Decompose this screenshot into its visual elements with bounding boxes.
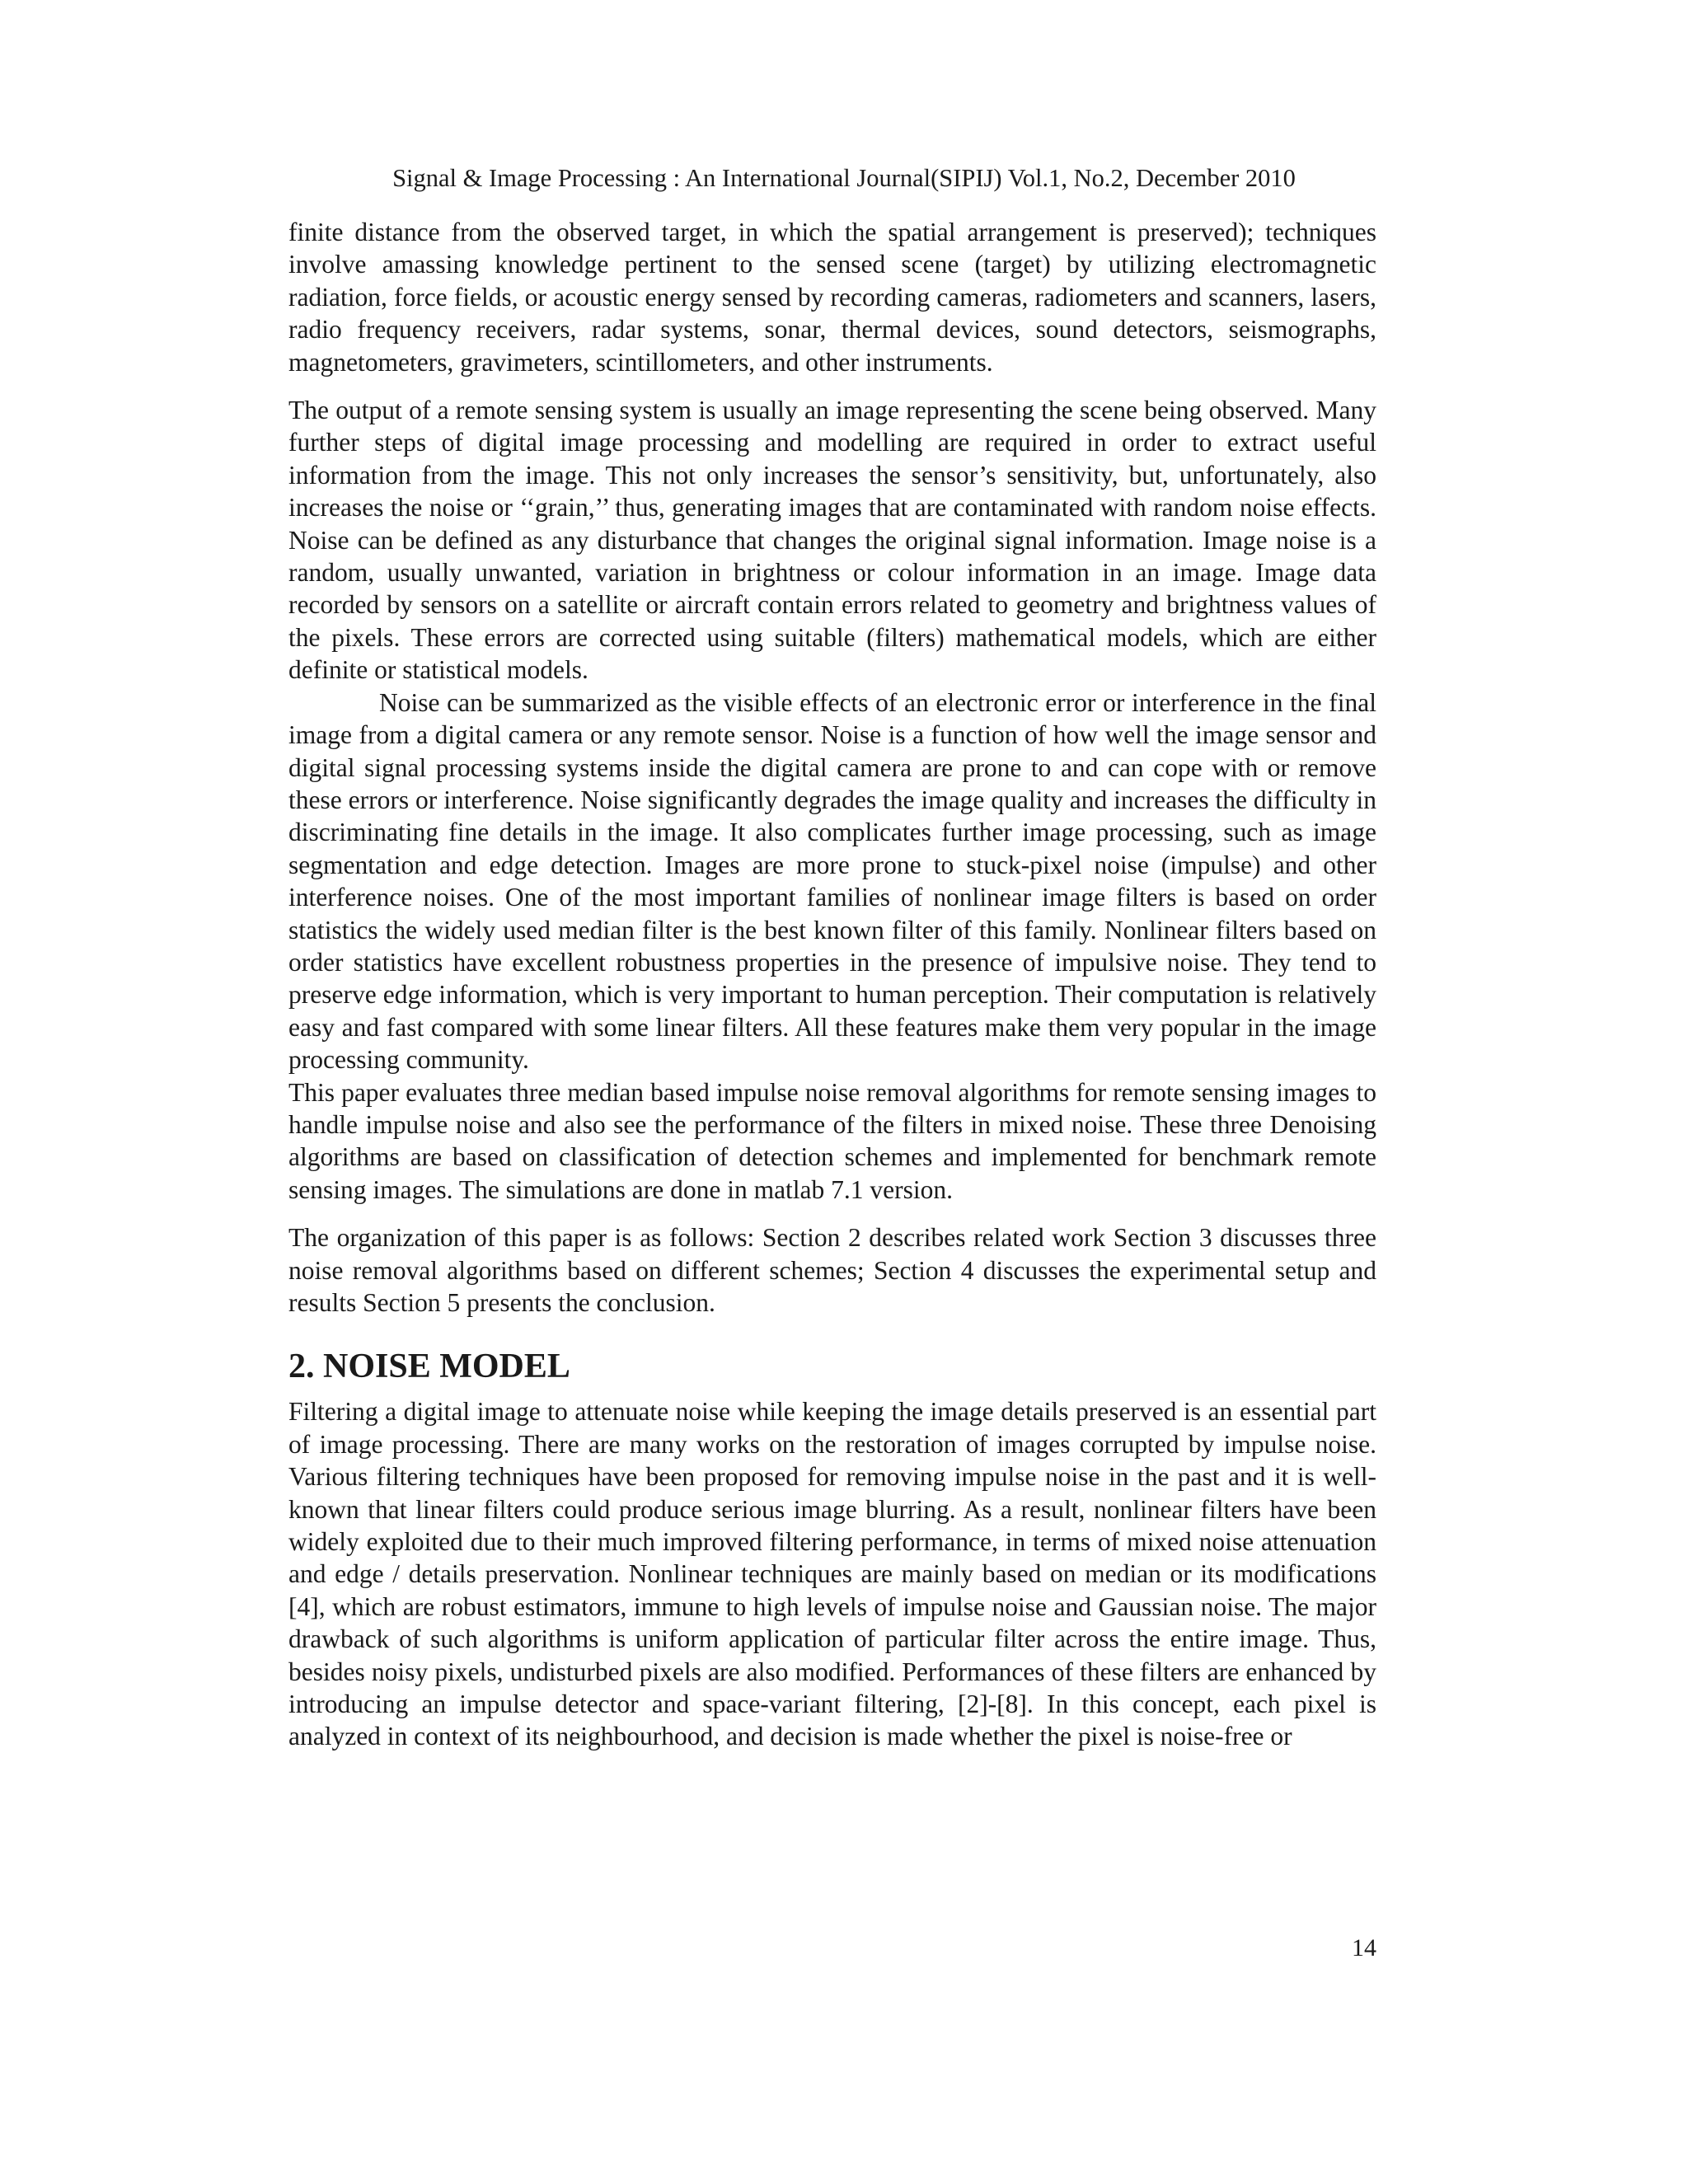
paragraph-noise-summary: Noise can be summarized as the visible effects of an electronic error or interference in the final image from a digital camera or any remote sensor. Noise is a function of how well the image sensor and digital signal processing systems inside the digital camera are prone to and can cope with or remove these errors or interference. Noise significantly degrades the image quality and increases the difficulty in discriminating fine details in the image. It also complicates further image processing, such as image segmentation and edge detection. Images are more prone to stuck-pixel noise (impulse) and other interference noises. One of the most important families of nonlinear image filters is based on order statistics the widely used median filter is the best known filter of this family. Nonlinear filters based on order statistics have excellent robustness properties in the presence of impulsive noise. They tend to preserve edge information, which is very important to human perception. Their computation is relatively easy and fast compared with some linear filters. All these features make them very popular in the image processing community. (288, 687, 1376, 1075)
paragraph-remote-sensing-continued: finite distance from the observed target, in which the spatial arrangement is preserved); techniques involve amassing knowledge pertinent to the sensed scene (target) by utilizing electromagnetic radiation, force fields, or acoustic energy sensed by recording cameras, radiometers and scanners, lasers, radio frequency receivers, radar systems, sonar, thermal devices, sound detectors, seismographs, magnetometers, gravimeters, scintillometers, and other instruments. (288, 218, 1376, 377)
paragraph-paper-organization: The organization of this paper is as follows: Section 2 describes related work Section 3 discusses three noise removal algorithms based on different schemes; Section 4 discusses the experimental setup and results Section 5 presents the conclusion. (288, 1223, 1376, 1317)
page-number: 14 (1352, 1934, 1376, 1961)
paragraph-output-of-remote-sensing: The output of a remote sensing system is usually an image representing the scene being observed. Many further steps of digital image processing and modelling are required in order to extract useful information from the image. This not only increases the sensor’s sensitivity, but, unfortunately, also increases the noise or ‘‘grain,’’ thus, generating images that are contaminated with random noise effects. Noise can be defined as any disturbance that changes the original signal information. Image noise is a random, usually unwanted, variation in brightness or colour information in an image. Image data recorded by sensors on a satellite or aircraft contain errors related to geometry and brightness values of the pixels. These errors are corrected using suitable (filters) mathematical models, which are either definite or statistical models. (288, 396, 1376, 685)
paragraph-noise-model: Filtering a digital image to attenuate noise while keeping the image details preserved is an essential part of image processing. There are many works on the restoration of images corrupted by impulse noise. Various filtering techniques have been proposed for removing impulse noise in the past and it is well-known that linear filters could produce serious image blurring. As a result, nonlinear filters have been widely exploited due to their much improved filtering performance, in terms of mixed noise attenuation and edge / details preservation. Nonlinear techniques are mainly based on median or its modifications [4], which are robust estimators, immune to high levels of impulse noise and Gaussian noise. The major drawback of such algorithms is uniform application of particular filter across the entire image. Thus, besides noisy pixels, undisturbed pixels are also modified. Performances of these filters are enhanced by introducing an impulse detector and space-variant filtering, [2]-[8]. In this concept, each pixel is analyzed in context of its neighbourhood, and decision is made whether the pixel is noise-free or (288, 1397, 1376, 1751)
page-body (288, 216, 1376, 1753)
running-header: Signal & Image Processing : An International Journal(SIPIJ) Vol.1, No.2, December 2010 (392, 164, 1296, 192)
section-heading-noise-model: 2. NOISE MODEL (288, 1347, 570, 1386)
paragraph-paper-evaluation: This paper evaluates three median based impulse noise removal algorithms for remote sensing images to handle impulse noise and also see the performance of the filters in mixed noise. These three Denoising algorithms are based on classification of detection schemes and implemented for benchmark remote sensing images. The simulations are done in matlab 7.1 version. (288, 1077, 1376, 1204)
